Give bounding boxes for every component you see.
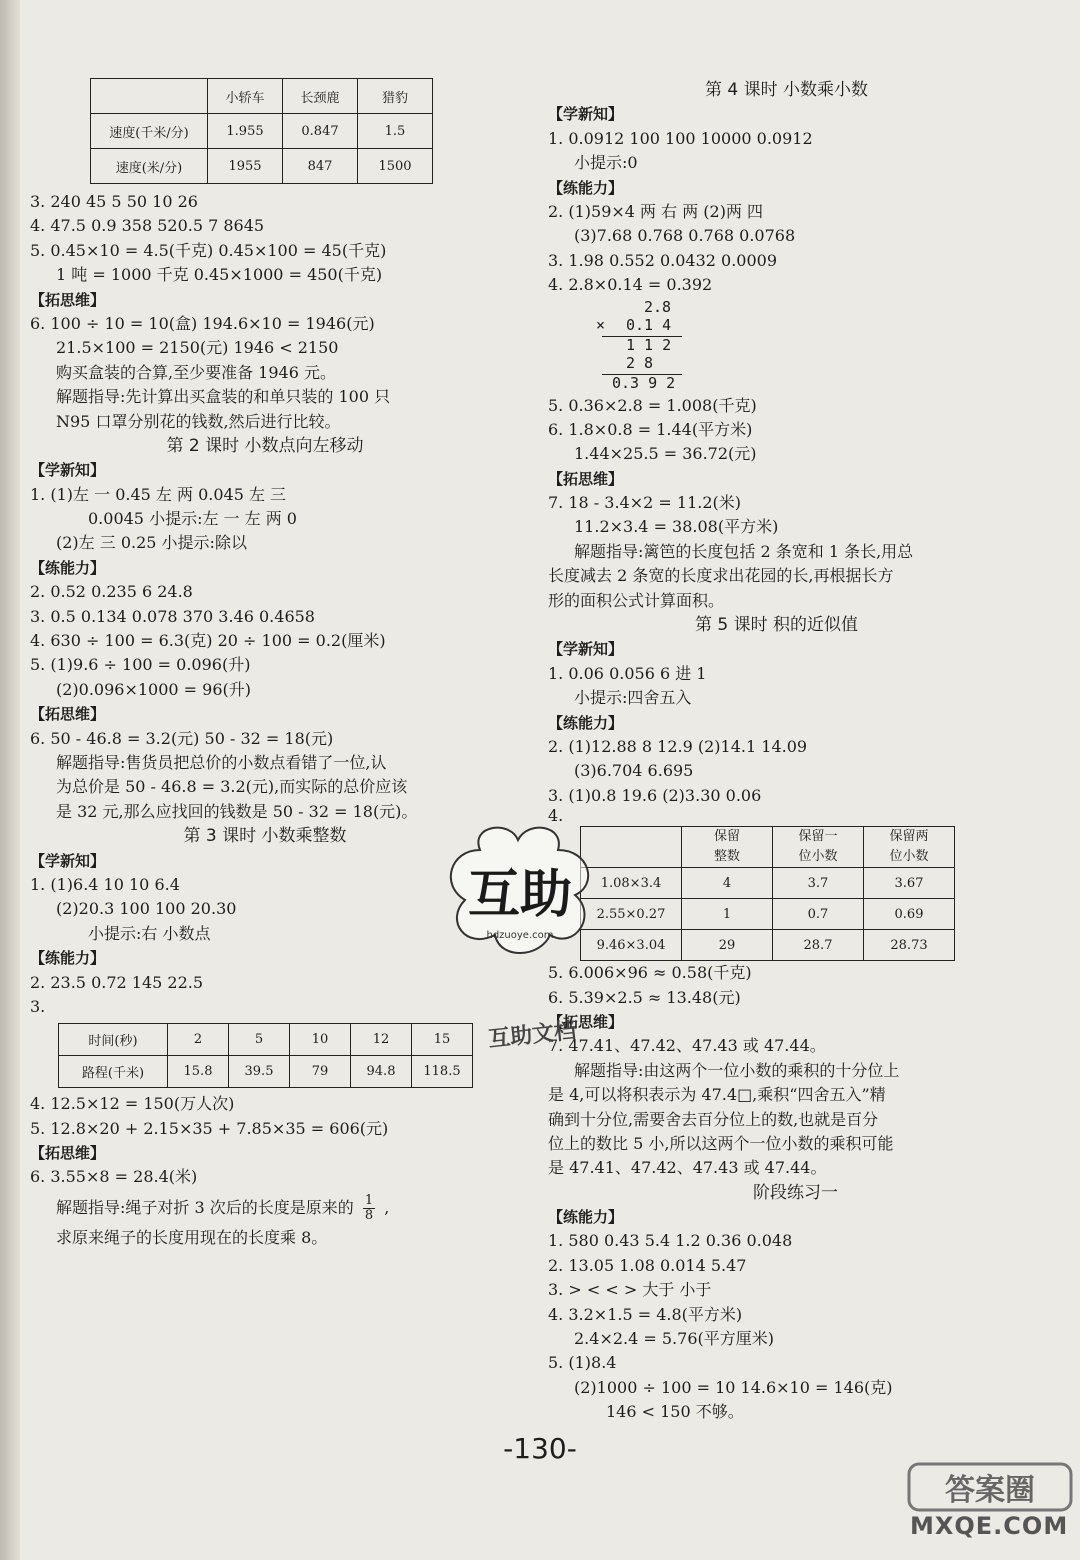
answer-line: 4. 2.8×0.14 = 0.392 [548, 275, 713, 295]
fraction-denominator: 8 [364, 1207, 374, 1223]
tip-text: , [384, 1197, 390, 1217]
table-cell: 1.955 [208, 114, 283, 149]
table-cell: 1955 [208, 149, 283, 184]
partial-product: 1 1 2 [626, 335, 672, 354]
section-label: 【学新知】 [548, 640, 624, 659]
table-row [581, 827, 955, 868]
section-label: 【拓思维】 [30, 705, 106, 724]
multiplier: 0.1 4 [626, 315, 672, 334]
answer-line: (2)0.096×1000 = 96(升) [56, 679, 252, 699]
answer-line: 解题指导:售货员把总价的小数点看错了一位,认 [56, 752, 387, 772]
answer-line: 3. > < < > 大于 小于 [548, 1280, 712, 1300]
answer-line: 1. (1)6.4 10 10 6.4 [30, 874, 180, 894]
answer-line: 是 32 元,那么应找回的钱数是 50 - 32 = 18(元)。 [56, 801, 418, 821]
section-label: 【练能力】 [548, 1208, 624, 1227]
answer-line: 21.5×100 = 2150(元) 1946 < 2150 [56, 338, 339, 358]
table-cell: 3.7 [773, 868, 864, 899]
answer-line: 3. 240 45 5 50 10 26 [30, 192, 198, 211]
answer-line: 0.0045 小提示:左 一 左 两 0 [88, 509, 297, 529]
answer-line: 1. (1)左 一 0.45 左 两 0.045 左 三 [30, 484, 287, 504]
answer-line: 求原来绳子的长度用现在的长度乘 8。 [56, 1227, 328, 1247]
lesson-heading: 阶段练习一 [753, 1182, 838, 1203]
watermark-glyphs: 答案圈 [945, 1473, 1035, 1508]
stamp-label: 互助文档 [487, 1018, 578, 1053]
table-cell: 保留 整数 [682, 827, 773, 868]
table-cell: 1 [682, 899, 773, 930]
section-label: 【练能力】 [30, 949, 106, 968]
fraction-numerator: 1 [364, 1192, 374, 1208]
answer-line: 1 吨 = 1000 千克 0.45×1000 = 450(千克) [56, 265, 383, 285]
times-sign: × [596, 315, 606, 334]
answer-line: 5. 0.36×2.8 = 1.008(千克) [548, 395, 757, 415]
table-cell: 15 [412, 1024, 473, 1056]
section-label: 【学新知】 [548, 105, 624, 124]
answer-line: 1. 0.06 0.056 6 进 1 [548, 663, 707, 683]
answer-line: 4. [548, 806, 564, 826]
answer-line: 1. 580 0.43 5.4 1.2 0.36 0.048 [548, 1231, 793, 1251]
section-label: 【拓思维】 [30, 290, 106, 309]
table-cell: 79 [290, 1056, 351, 1088]
answer-line: 7. 47.41、47.42、47.43 或 47.44。 [548, 1036, 826, 1056]
answer-line: 4. 3.2×1.5 = 4.8(平方米) [548, 1304, 743, 1324]
table-cell: 12 [351, 1024, 412, 1056]
answer-line: 11.2×3.4 = 38.08(平方米) [574, 517, 779, 537]
table-cell: 94.8 [351, 1056, 412, 1088]
answer-line: 6. 5.39×2.5 ≈ 13.48(元) [548, 987, 741, 1007]
section-label: 【学新知】 [30, 851, 106, 870]
stamp-logo [440, 820, 600, 960]
table-row [581, 930, 955, 961]
answer-line: 3. (1)0.8 19.6 (2)3.30 0.06 [548, 785, 762, 805]
answer-line: 是 47.41、47.42、47.43 或 47.44。 [548, 1158, 827, 1178]
answer-line: 4. 12.5×12 = 150(万人次) [30, 1094, 235, 1114]
answer-line: 小提示:0 [574, 153, 638, 173]
answer-line: 4. 47.5 0.9 358 520.5 7 8645 [30, 216, 265, 236]
lesson-heading: 第 4 课时 小数乘小数 [704, 80, 868, 100]
answer-line: 6. 1.8×0.8 = 1.44(平方米) [548, 419, 753, 439]
lesson-heading: 第 2 课时 小数点向左移动 [166, 435, 364, 456]
section-label: 【拓思维】 [548, 1012, 624, 1031]
table-row [59, 1056, 473, 1088]
answer-line: 解题指导:先计算出买盒装的和单只装的 100 只 [56, 387, 391, 407]
answer-line: 6. 100 ÷ 10 = 10(盒) 194.6×10 = 1946(元) [30, 313, 375, 333]
answer-line: 3. [30, 996, 46, 1016]
table-cell: 1.5 [358, 114, 433, 149]
table-cell: 0.847 [283, 114, 358, 149]
answer-line: 购买盒装的合算,至少要准备 1946 元。 [56, 362, 336, 382]
answer-line: 3. 0.5 0.134 0.078 370 3.46 0.4658 [30, 606, 315, 626]
table-cell: 9.46×3.04 [581, 930, 682, 961]
answer-line: 6. 50 - 46.8 = 3.2(元) 50 - 32 = 18(元) [30, 728, 334, 748]
table-cell: 猎豹 [358, 79, 433, 114]
table-cell: 2 [168, 1024, 229, 1056]
answer-line: 小提示:右 小数点 [88, 923, 211, 943]
table-cell: 28.7 [773, 930, 864, 961]
table-cell: 29 [682, 930, 773, 961]
table-row [91, 149, 433, 184]
book-spine-shadow [0, 0, 20, 1560]
answer-line: (3)6.704 6.695 [574, 761, 694, 781]
answer-line: 为总价是 50 - 46.8 = 3.2(元),而实际的总价应该 [56, 777, 408, 797]
lesson-heading: 第 3 课时 小数乘整数 [183, 826, 347, 847]
table-cell: 路程(千米) [59, 1056, 168, 1088]
answer-line: 5. 0.45×10 = 4.5(千克) 0.45×100 = 45(千克) [30, 240, 387, 260]
table-cell: 15.8 [168, 1056, 229, 1088]
table-cell: 长颈鹿 [283, 79, 358, 114]
answer-line [30, 1190, 500, 1226]
left-column [30, 78, 500, 1250]
answer-line: 确到十分位,需要舍去百分位上的数,也就是百分 [548, 1109, 879, 1129]
multiplicand: 2.8 [644, 297, 672, 316]
answer-line: 2.4×2.4 = 5.76(平方厘米) [574, 1329, 774, 1349]
table-row [59, 1024, 473, 1056]
answer-line: 解题指导:篱笆的长度包括 2 条宽和 1 条长,用总 [574, 541, 914, 561]
speed-table [90, 78, 433, 184]
table-cell: 速度(千米/分) [91, 114, 208, 149]
answer-line: 2. (1)12.88 8 12.9 (2)14.1 14.09 [548, 736, 808, 756]
table-cell: 847 [283, 149, 358, 184]
table-cell: 时间(秒) [59, 1024, 168, 1056]
answer-line: 3. 1.98 0.552 0.0432 0.0009 [548, 250, 778, 270]
tip-text: 解题指导:绳子对折 3 次后的长度是原来的 [56, 1197, 354, 1217]
table-cell: 1.08×3.4 [581, 868, 682, 899]
lesson-heading: 第 5 课时 积的近似值 [694, 615, 858, 636]
answer-line: 5. 6.006×96 ≈ 0.58(千克) [548, 963, 752, 983]
section-label: 【拓思维】 [30, 1144, 106, 1163]
answer-line: 1.44×25.5 = 36.72(元) [574, 444, 757, 464]
answer-line: 1. 0.0912 100 100 10000 0.0912 [548, 128, 813, 148]
table-cell: 2.55×0.27 [581, 899, 682, 930]
answer-line: 6. 3.55×8 = 28.4(米) [30, 1167, 198, 1187]
answer-line: 146 < 150 不够。 [606, 1402, 744, 1422]
table-row [581, 899, 955, 930]
section-label: 【拓思维】 [548, 469, 624, 488]
watermark-logo [905, 1460, 1075, 1556]
answer-line: 5. (1)9.6 ÷ 100 = 0.096(升) [30, 655, 251, 675]
watermark-text: MXQE.COM [910, 1512, 1069, 1540]
answer-line: 2. 13.05 1.08 0.014 5.47 [548, 1255, 747, 1275]
table-cell: 3.67 [864, 868, 955, 899]
product: 0.3 9 2 [612, 373, 676, 392]
table-cell: 39.5 [229, 1056, 290, 1088]
answer-line: 小提示:四舍五入 [574, 688, 692, 708]
answer-line: 2. (1)59×4 两 右 两 (2)两 四 [548, 201, 764, 221]
table-cell: 10 [290, 1024, 351, 1056]
right-column [548, 78, 988, 1425]
answer-line: (3)7.68 0.768 0.768 0.0768 [574, 226, 796, 246]
section-label: 【练能力】 [548, 178, 624, 197]
answer-line: 位上的数比 5 小,所以这两个一位小数的乘积可能 [548, 1133, 894, 1153]
page-number: -130- [503, 1432, 577, 1465]
table-cell: 5 [229, 1024, 290, 1056]
table-cell: 1500 [358, 149, 433, 184]
table-cell: 0.7 [773, 899, 864, 930]
table-cell: 保留两 位小数 [864, 827, 955, 868]
table-cell: 28.73 [864, 930, 955, 961]
answer-line: 5. 12.8×20 + 2.15×35 + 7.85×35 = 606(元) [30, 1118, 389, 1138]
answer-line: (2)左 三 0.25 小提示:除以 [56, 533, 247, 553]
partial-product: 2 8 [626, 353, 654, 372]
rounding-table [580, 826, 955, 961]
answer-line: N95 口罩分别花的钱数,然后进行比较。 [56, 411, 341, 431]
table-cell: 0.69 [864, 899, 955, 930]
vertical-multiplication [582, 298, 988, 394]
section-label: 【练能力】 [30, 558, 106, 577]
answer-line: 7. 18 - 3.4×2 = 11.2(米) [548, 493, 742, 513]
table-cell: 4 [682, 868, 773, 899]
table-cell: 速度(米/分) [91, 149, 208, 184]
table-row [91, 79, 433, 114]
answer-line: 4. 630 ÷ 100 = 6.3(克) 20 ÷ 100 = 0.2(厘米) [30, 631, 386, 651]
fraction [363, 1194, 375, 1223]
answer-line: 形的面积公式计算面积。 [548, 590, 725, 610]
table-cell: 小轿车 [208, 79, 283, 114]
section-label: 【练能力】 [548, 713, 624, 732]
answer-line: 2. 23.5 0.72 145 22.5 [30, 972, 204, 992]
table-cell: 118.5 [412, 1056, 473, 1088]
table-row [581, 868, 955, 899]
stamp-text: 互助 [467, 865, 573, 925]
table-row [91, 114, 433, 149]
stamp-url: hdzuoye.com [486, 930, 554, 941]
answer-line: 是 4,可以将积表示为 47.4□,乘积“四舍五入”精 [548, 1085, 886, 1105]
table-cell [91, 79, 208, 114]
answer-line: 解题指导:由这两个一位小数的乘积的十分位上 [574, 1060, 900, 1080]
answer-line: (2)1000 ÷ 100 = 10 14.6×10 = 146(克) [574, 1377, 893, 1397]
answer-line: 长度减去 2 条宽的长度求出花园的长,再根据长方 [548, 566, 894, 586]
table-cell: 保留一 位小数 [773, 827, 864, 868]
time-distance-table [58, 1023, 473, 1088]
answer-line: (2)20.3 100 100 20.30 [56, 899, 237, 919]
answer-line: 5. (1)8.4 [548, 1353, 617, 1373]
answer-line: 2. 0.52 0.235 6 24.8 [30, 582, 193, 602]
section-label: 【学新知】 [30, 461, 106, 480]
